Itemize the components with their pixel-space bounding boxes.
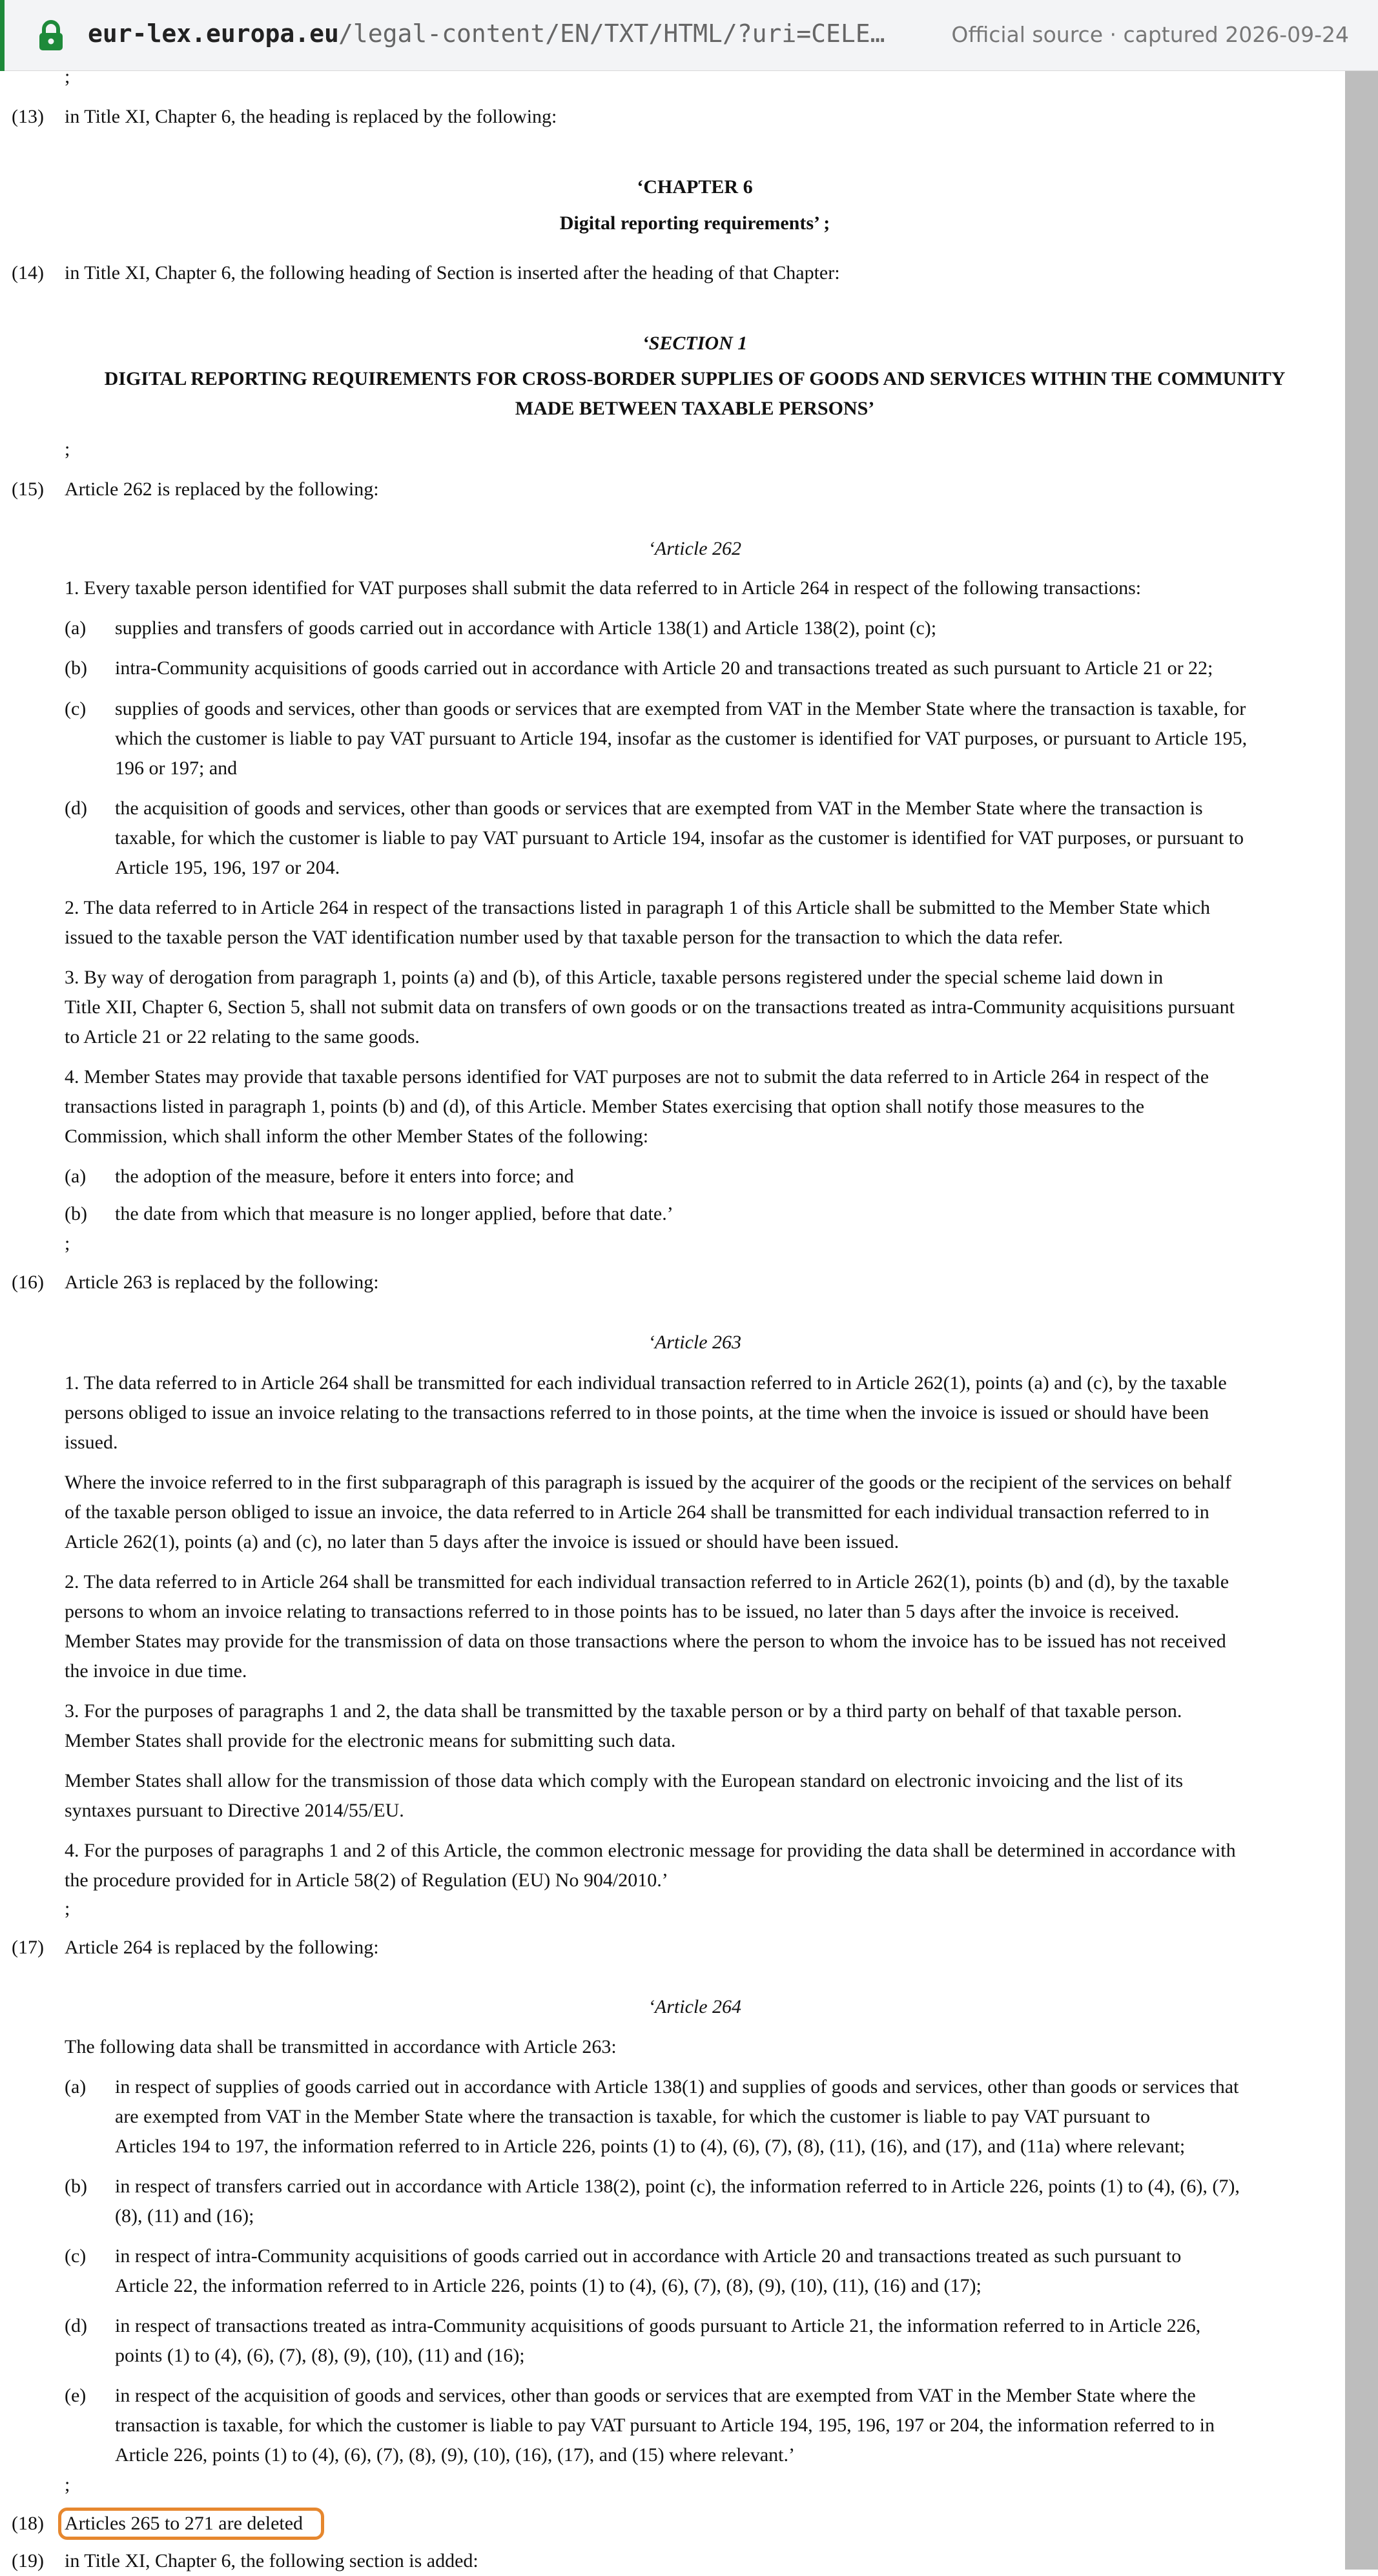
point-number: (15) xyxy=(12,479,44,500)
article-paragraph-line: 3. By way of derogation from paragraph 1, points (a) and (b), of this Article, taxable persons registered under the special scheme laid down in xyxy=(65,967,1164,988)
vertical-scrollbar[interactable] xyxy=(1345,71,1378,2570)
article-264-title: ‘Article 264 xyxy=(648,1996,742,2017)
list-item-line: (8), (11) and (16); xyxy=(115,2205,254,2227)
list-marker: (b) xyxy=(65,657,87,679)
semicolon: ; xyxy=(65,1898,70,1919)
list-marker: (a) xyxy=(65,1166,87,1187)
list-item-line: Article 226, points (1) to (4), (6), (7), (8), (9), (10), (16), (17), and (15) where relevant.’ xyxy=(115,2444,795,2466)
list-item-line: are exempted from VAT in the Member State where the transaction is taxable, for which the customer is liable to pay VAT pursuant to xyxy=(115,2106,1150,2127)
semicolon: ; xyxy=(65,2474,70,2495)
point-number: (17) xyxy=(12,1937,44,1958)
url-domain[interactable]: eur-lex.europa.eu xyxy=(88,19,339,48)
point-number: (18) xyxy=(12,2513,44,2534)
list-marker: (b) xyxy=(65,1203,87,1224)
semicolon: ; xyxy=(65,1233,70,1254)
amendment-text: Article 262 is replaced by the following: xyxy=(65,479,379,500)
point-number: (19) xyxy=(12,2550,44,2571)
capture-source-note: Official source · captured 2026-09-24 xyxy=(951,22,1349,47)
scrollbar-thumb[interactable] xyxy=(1345,71,1378,2570)
point-number: (13) xyxy=(12,106,44,127)
amendment-text: in Title XI, Chapter 6, the following heading of Section is inserted after the heading of that Chapter: xyxy=(65,262,840,283)
article-262-title: ‘Article 262 xyxy=(648,538,742,559)
section-heading: ‘SECTION 1 xyxy=(642,333,748,354)
list-item-line: the acquisition of goods and services, other than goods or services that are exempted from VAT in the Member State where the transaction is xyxy=(115,798,1203,819)
list-item-line: 196 or 197; and xyxy=(115,757,238,779)
point-number: (16) xyxy=(12,1272,44,1293)
article-paragraph-line: Title XII, Chapter 6, Section 5, shall not submit data on transfers of own goods or on the transactions treated as intra-Community acquisitions pursuant xyxy=(65,996,1235,1018)
list-marker: (d) xyxy=(65,2315,87,2336)
article-paragraph-line: transactions listed in paragraph 1, points (b) and (d), of this Article. Member States exercising that option shall notify those measures to the xyxy=(65,1096,1145,1117)
list-marker: (c) xyxy=(65,2245,87,2267)
list-marker: (a) xyxy=(65,617,87,639)
point-number: (14) xyxy=(12,262,44,283)
article-paragraph-line: Member States may provide for the transmission of data on those transactions where the person to whom the invoice has to be issued has not received xyxy=(65,1631,1226,1652)
article-paragraph-line: 1. The data referred to in Article 264 shall be transmitted for each individual transaction referred to in Article 262(1), points (a) and (c), by the taxable xyxy=(65,1372,1227,1394)
list-item-line: supplies and transfers of goods carried out in accordance with Article 138(1) and Article 138(2), point (c); xyxy=(115,617,937,639)
article-263-title: ‘Article 263 xyxy=(648,1332,742,1353)
list-item-line: Article 195, 196, 197 or 204. xyxy=(115,857,340,878)
list-item-line: points (1) to (4), (6), (7), (8), (9), (10), (11) and (16); xyxy=(115,2345,525,2366)
article-paragraph-line: of the taxable person obliged to issue an invoice, the data referred to in Article 264 shall be transmitted for each individual transaction referred to in xyxy=(65,1501,1209,1523)
section-subtitle-line: MADE BETWEEN TAXABLE PERSONS’ xyxy=(515,398,875,419)
article-paragraph-line: 2. The data referred to in Article 264 shall be transmitted for each individual transaction referred to in Article 262(1), points (b) and (d), by the taxable xyxy=(65,1571,1229,1592)
amendment-text: in Title XI, Chapter 6, the following section is added: xyxy=(65,2550,478,2571)
list-item-line: which the customer is liable to pay VAT pursuant to Article 194, insofar as the customer is identified for VAT purposes, or pursuant to Article 195, xyxy=(115,728,1248,749)
article-paragraph-line: issued. xyxy=(65,1432,118,1453)
list-item-line: in respect of transfers carried out in accordance with Article 138(2), point (c), the information referred to in Article 226, points (1) to (4), (6), (7), xyxy=(115,2176,1240,2197)
article-paragraph-line: Where the invoice referred to in the first subparagraph of this paragraph is issued by the acquirer of the goods or the recipient of the services on behalf xyxy=(65,1472,1231,1493)
amendment-text: Article 263 is replaced by the following: xyxy=(65,1272,379,1293)
list-marker: (d) xyxy=(65,798,87,819)
list-item-line: in respect of transactions treated as intra-Community acquisitions of goods pursuant to Article 21, the information referred to in Article 226, xyxy=(115,2315,1201,2336)
list-marker: (e) xyxy=(65,2385,87,2406)
article-paragraph: 1. Every taxable person identified for VAT purposes shall submit the data referred to in Article 264 in respect of the following transactions: xyxy=(65,577,1142,599)
section-subtitle-line: DIGITAL REPORTING REQUIREMENTS FOR CROSS-BORDER SUPPLIES OF GOODS AND SERVICES WITHIN THE COMMUNITY xyxy=(104,368,1286,389)
article-paragraph-line: Commission, which shall inform the other Member States of the following: xyxy=(65,1126,649,1147)
amendment-text: Article 264 is replaced by the following: xyxy=(65,1937,379,1958)
article-paragraph-line: persons to whom an invoice relating to transactions referred to in those points has to be issued, no later than 5 days after the invoice is received. xyxy=(65,1601,1180,1622)
list-marker: (b) xyxy=(65,2176,87,2197)
list-item-line: in respect of supplies of goods carried out in accordance with Article 138(1) and supplies of goods and services, other than goods or services that xyxy=(115,2076,1239,2097)
list-item-line: intra-Community acquisitions of goods carried out in accordance with Article 20 and transactions treated as such pursuant to Article 21 or 22; xyxy=(115,657,1213,679)
list-item-line: transaction is taxable, for which the customer is liable to pay VAT pursuant to Article 194, 195, 196, 197 or 204, the information referred to in xyxy=(115,2415,1215,2436)
article-paragraph-line: the invoice in due time. xyxy=(65,1660,247,1682)
article-paragraph-line: 4. For the purposes of paragraphs 1 and 2 of this Article, the common electronic message for providing the data shall be determined in accordance with xyxy=(65,1840,1236,1861)
article-paragraph-line: Member States shall provide for the electronic means for submitting such data. xyxy=(65,1730,676,1751)
article-paragraph-line: the procedure provided for in Article 58(2) of Regulation (EU) No 904/2010.’ xyxy=(65,1870,668,1891)
list-marker: (a) xyxy=(65,2076,87,2097)
article-intro: The following data shall be transmitted in accordance with Article 263: xyxy=(65,2036,617,2057)
chapter-heading: ‘CHAPTER 6 xyxy=(637,176,753,198)
article-paragraph-line: 3. For the purposes of paragraphs 1 and 2, the data shall be transmitted by the taxable person or by a third party on behalf of that taxable person. xyxy=(65,1700,1182,1722)
amendment-text: in Title XI, Chapter 6, the heading is replaced by the following: xyxy=(65,106,557,127)
semicolon: ; xyxy=(65,66,70,87)
semicolon: ; xyxy=(65,438,70,460)
article-paragraph-line: issued to the taxable person the VAT identification number used by that taxable person for the transaction to which the data refer. xyxy=(65,927,1064,948)
list-item-line: in respect of intra-Community acquisitions of goods carried out in accordance with Article 20 and transactions treated as such pursuant to xyxy=(115,2245,1182,2267)
list-item-line: the adoption of the measure, before it enters into force; and xyxy=(115,1166,574,1187)
highlighted-amendment-text[interactable]: Articles 265 to 271 are deleted xyxy=(65,2513,303,2534)
chapter-subtitle: Digital reporting requirements’ ; xyxy=(559,212,830,234)
article-paragraph-line: Article 262(1), points (a) and (c), no later than 5 days after the invoice is issued or should have been issued. xyxy=(65,1531,900,1552)
list-item-line: in respect of the acquisition of goods and services, other than goods or services that are exempted from VAT in the Member State where the xyxy=(115,2385,1196,2406)
list-item-line: Article 22, the information referred to in Article 226, points (1) to (4), (6), (7), (8), (9), (10), (11), (16) and (17); xyxy=(115,2275,982,2296)
article-paragraph-line: Member States shall allow for the transmission of those data which comply with the European standard on electronic invoicing and the list of its xyxy=(65,1770,1184,1791)
article-paragraph-line: to Article 21 or 22 relating to the same goods. xyxy=(65,1026,420,1047)
list-marker: (c) xyxy=(65,698,87,719)
article-paragraph-line: persons obliged to issue an invoice relating to the transactions referred to in those points, at the time when the invoice is issued or should have been xyxy=(65,1402,1209,1423)
article-paragraph-line: syntaxes pursuant to Directive 2014/55/EU. xyxy=(65,1800,404,1821)
list-item-line: Articles 194 to 197, the information referred to in Article 226, points (1) to (4), (6), (7), (8), (11), (16), and (17), and (11a) where relevant; xyxy=(115,2136,1186,2157)
url-path[interactable]: /legal-content/EN/TXT/HTML/?uri=CELE… xyxy=(338,19,885,48)
article-paragraph-line: 4. Member States may provide that taxable persons identified for VAT purposes are not to submit the data referred to in Article 264 in respect of the xyxy=(65,1066,1209,1087)
article-paragraph-line: 2. The data referred to in Article 264 in respect of the transactions listed in paragraph 1 of this Article shall be submitted to the Member State which xyxy=(65,897,1210,918)
list-item-line: supplies of goods and services, other than goods or services that are exempted from VAT in the Member State where the transaction is taxable, for xyxy=(115,698,1246,719)
list-item-line: taxable, for which the customer is liable to pay VAT pursuant to Article 194, insofar as the customer is identified for VAT purposes, or pursuant to xyxy=(115,827,1244,849)
list-item-line: the date from which that measure is no longer applied, before that date.’ xyxy=(115,1203,674,1224)
